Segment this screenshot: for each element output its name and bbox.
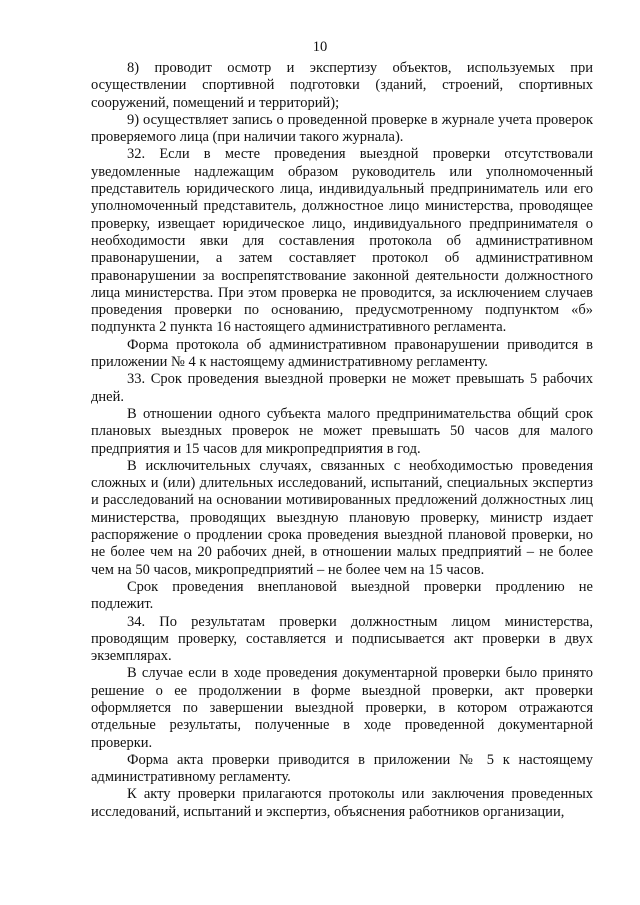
paragraph-act-form: Форма акта проверки приводится в приложении № 5 к настоящему административному регламенту. [91,751,593,786]
paragraph-documentary-continuation: В случае если в ходе проведения документарной проверки было принято решение о ее продолжении в форме выездной проверки, акт проверки оформляется по завершении выездной проверки, в котором отражаются отдельные результаты, полученные в ходе проведенной документарной проверки. [91,665,593,751]
paragraph-small-business-limit: В отношении одного субъекта малого предпринимательства общий срок плановых выездных проверок не может превышать 50 часов для малого предприятия и 15 часов для микропредприятия в год. [91,405,593,457]
paragraph-item-8: 8) проводит осмотр и экспертизу объектов, используемых при осуществлении спортивной подготовки (зданий, строений, спортивных сооружений, помещений и территорий); [91,60,593,111]
paragraph-unscheduled-no-extension: Срок проведения внеплановой выездной проверки продлению не подлежит. [91,578,593,613]
paragraph-attachments: К акту проверки прилагаются протоколы или заключения проведенных исследований, испытаний и экспертиз, объяснения работников организации, [91,786,593,820]
paragraph-clause-32: 32. Если в месте проведения выездной проверки отсутствовали уведомленные надлежащим образом руководитель или уполномоченный представитель юридического лица, индивидуальный предприниматель или его уполномоченный представитель, должностное лицо министерства, проводящее проверку, извещает юридическое лицо, индивидуального предпринимателя о необходимости явки для составления протокола об административном правонарушении, а затем составляет протокол об административном правонарушении за воспрепятствование законной деятельности должностного лица министерства. При этом проверка не проводится, за исключением случаев проведения проверки по основанию, предусмотренному подпунктом «б» подпункта 2 пункта 16 настоящего административного регламента. [91,146,593,336]
paragraph-item-9: 9) осуществляет запись о проведенной проверке в журнале учета проверок проверяемого лица (при наличии такого журнала). [91,111,593,146]
paragraph-extension: В исключительных случаях, связанных с необходимостью проведения сложных и (или) длительных исследований, испытаний, специальных экспертиз и расследований на основании мотивированных предложений должностных лиц министерства, проводящих выездную плановую проверку, министр издает распоряжение о продлении срока проведения выездной плановой проверки, но не более чем на 20 рабочих дней, в отношении малых предприятий – не более чем на 50 часов, микропредприятий – не более чем на 15 часов. [91,457,593,578]
paragraph-protocol-form: Форма протокола об административном правонарушении приводится в приложении № 4 к настоящему административному регламенту. [91,336,593,371]
paragraph-clause-34: 34. По результатам проверки должностным лицом министерства, проводящим проверку, составляется и подписывается акт проверки в двух экземплярах. [91,613,593,665]
document-body [91,60,593,821]
page-number: 10 [312,39,328,55]
paragraph-clause-33: 33. Срок проведения выездной проверки не может превышать 5 рабочих дней. [91,371,593,405]
